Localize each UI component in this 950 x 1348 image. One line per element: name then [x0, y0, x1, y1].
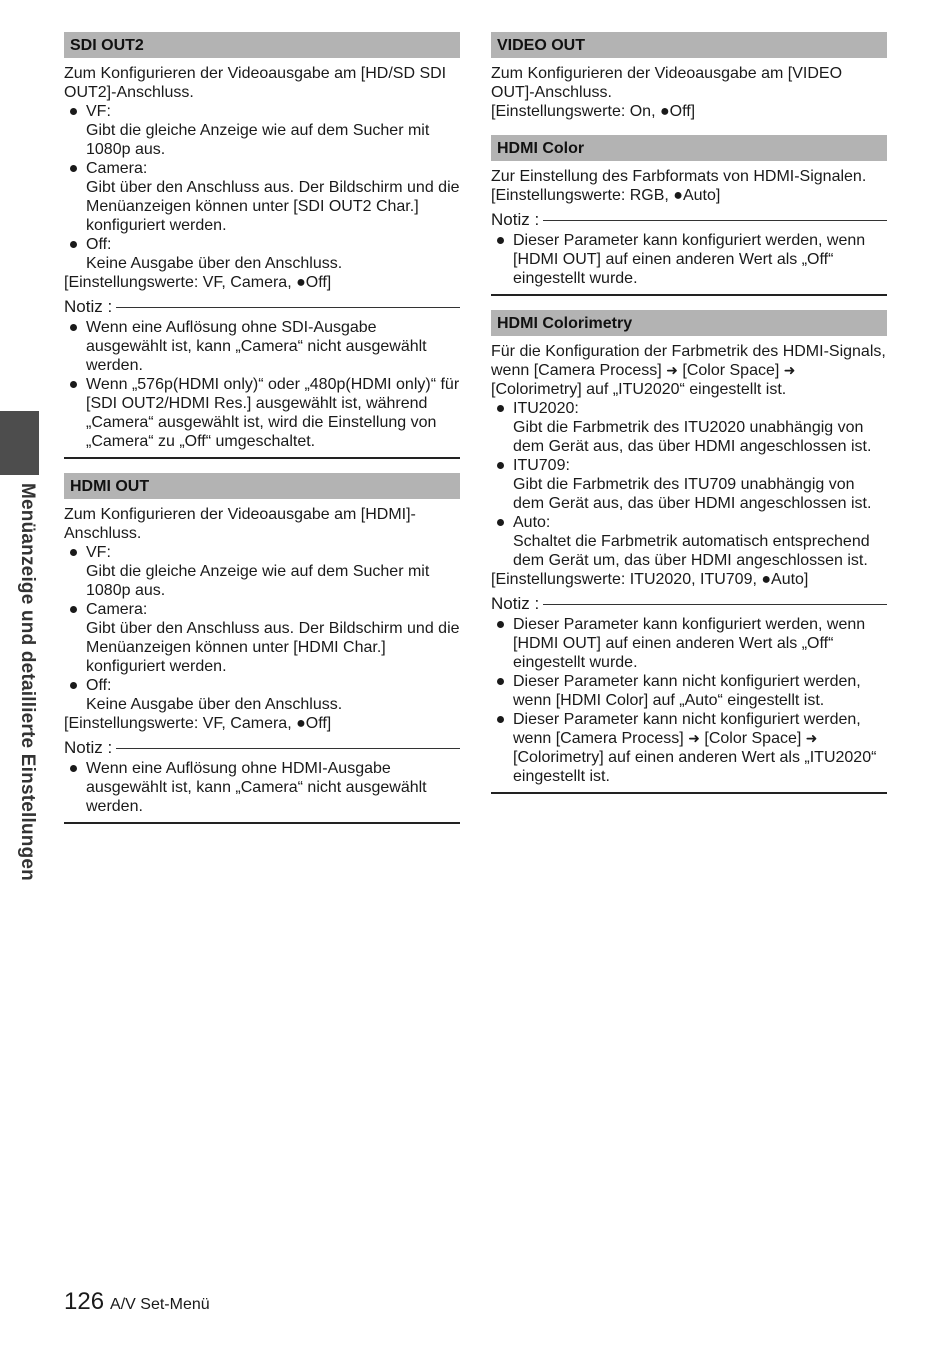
section-title: HDMI Colorimetry — [491, 310, 887, 336]
option-title: Camera: — [86, 601, 148, 618]
note-header — [491, 210, 887, 229]
note-list — [491, 231, 887, 288]
option-list — [64, 102, 460, 273]
note-item — [64, 759, 460, 816]
right-column — [491, 32, 887, 808]
note-item — [491, 615, 887, 672]
option-description: Gibt die gleiche Anzeige wie auf dem Sucher mit 1080p aus. — [86, 563, 430, 599]
option-title: Auto: — [513, 514, 551, 531]
list-item — [64, 235, 460, 273]
bullet-icon — [70, 765, 77, 772]
bullet-icon — [70, 682, 77, 689]
option-title: VF: — [86, 103, 111, 120]
note-label: Notiz : — [491, 210, 540, 229]
option-description: Gibt über den Anschluss aus. Der Bildschirm und die Menüanzeigen können unter [HDMI Char.] konfiguriert werden. — [86, 620, 460, 675]
note-label: Notiz : — [491, 594, 540, 613]
note-item — [491, 231, 887, 288]
section-hdmi-colorimetry — [491, 310, 887, 794]
bullet-icon — [70, 241, 77, 248]
bullet-icon — [497, 716, 504, 723]
bullet-icon — [70, 108, 77, 115]
bullet-icon — [70, 165, 77, 172]
list-item — [491, 399, 887, 456]
bullet-icon — [497, 519, 504, 526]
note-label: Notiz : — [64, 297, 113, 316]
note-header — [64, 738, 460, 757]
setting-values: [Einstellungswerte: VF, Camera, ●Off] — [64, 274, 332, 291]
option-title: Camera: — [86, 160, 148, 177]
option-title: ITU709: — [513, 457, 570, 474]
note-text: Wenn „576p(HDMI only)“ oder „480p(HDMI only)“ für [SDI OUT2/HDMI Res.] ausgewählt ist, während „Camera“ ausgewählt ist, wird die Einstellung von „Camera“ zu „Off“ umgeschaltet. — [86, 376, 460, 450]
section-hdmi-out — [64, 473, 460, 824]
bullet-icon — [497, 678, 504, 685]
bullet-icon — [70, 549, 77, 556]
bullet-icon — [70, 381, 77, 388]
note-text: Dieser Parameter kann konfiguriert werden, wenn [HDMI OUT] auf einen anderen Wert als „Off“ eingestellt wurde. — [513, 616, 866, 671]
option-description: Gibt die Farbmetrik des ITU2020 unabhängig von dem Gerät aus, das über HDMI angeschlossen ist. — [513, 419, 872, 455]
setting-values: [Einstellungswerte: On, ●Off] — [491, 103, 696, 120]
bullet-icon — [70, 324, 77, 331]
section-sdi-out2 — [64, 32, 460, 459]
note-divider — [116, 307, 460, 308]
note-list — [64, 318, 460, 451]
option-title: ITU2020: — [513, 400, 579, 417]
left-column — [64, 32, 460, 838]
chapter-tab-marker — [0, 411, 39, 475]
setting-values: [Einstellungswerte: RGB, ●Auto] — [491, 187, 721, 204]
setting-values: [Einstellungswerte: VF, Camera, ●Off] — [64, 715, 332, 732]
option-description: Schaltet die Farbmetrik automatisch entsprechend dem Gerät um, das über HDMI angeschlossen ist. — [513, 533, 870, 569]
note-label: Notiz : — [64, 738, 113, 757]
option-title: Off: — [86, 236, 112, 253]
list-item — [64, 676, 460, 714]
note-item — [64, 375, 460, 451]
bullet-icon — [497, 462, 504, 469]
list-item — [64, 600, 460, 676]
arrow-right-icon: ➜ — [805, 730, 818, 746]
option-title: VF: — [86, 544, 111, 561]
section-end-divider — [491, 294, 887, 296]
option-description: Keine Ausgabe über den Anschluss. — [86, 696, 343, 713]
bullet-icon — [497, 405, 504, 412]
section-description: Zum Konfigurieren der Videoausgabe am [HDMI]-Anschluss. — [64, 506, 416, 542]
note-text-mid: [Color Space] — [704, 730, 802, 747]
section-description: Zum Konfigurieren der Videoausgabe am [VIDEO OUT]-Anschluss. — [491, 65, 843, 101]
page-number: 126 — [64, 1288, 105, 1315]
note-text-end: [Colorimetry] auf einen anderen Wert als „ITU2020“ eingestellt ist. — [513, 749, 877, 785]
note-divider — [116, 748, 460, 749]
note-text: Wenn eine Auflösung ohne SDI-Ausgabe ausgewählt ist, kann „Camera“ nicht ausgewählt werden. — [86, 319, 427, 374]
section-title: VIDEO OUT — [491, 32, 887, 58]
section-hdmi-color — [491, 135, 887, 296]
section-description — [491, 342, 887, 399]
bullet-icon — [70, 606, 77, 613]
section-end-divider — [491, 792, 887, 794]
note-list — [491, 615, 887, 786]
option-description: Gibt die Farbmetrik des ITU709 unabhängig von dem Gerät aus, das über HDMI angeschlossen ist. — [513, 476, 872, 512]
option-list — [491, 399, 887, 570]
note-text: Dieser Parameter kann nicht konfiguriert werden, wenn [HDMI Color] auf „Auto“ eingestellt ist. — [513, 673, 861, 709]
list-item — [64, 102, 460, 159]
section-title: HDMI OUT — [64, 473, 460, 499]
section-title: HDMI Color — [491, 135, 887, 161]
option-description: Keine Ausgabe über den Anschluss. — [86, 255, 343, 272]
list-item — [64, 159, 460, 235]
section-end-divider — [64, 457, 460, 459]
setting-values: [Einstellungswerte: ITU2020, ITU709, ●Auto] — [491, 571, 809, 588]
note-text-start: Dieser Parameter kann nicht konfiguriert werden, wenn [Camera Process] — [513, 711, 861, 747]
arrow-right-icon: ➜ — [666, 362, 678, 378]
section-description: Zur Einstellung des Farbformats von HDMI-Signalen. — [491, 168, 867, 185]
note-divider — [543, 220, 887, 221]
footer-section-name: A/V Set-Menü — [110, 1296, 210, 1313]
option-title: Off: — [86, 677, 112, 694]
option-list — [64, 543, 460, 714]
bullet-icon — [497, 237, 504, 244]
bullet-icon — [497, 621, 504, 628]
section-video-out — [491, 32, 887, 121]
list-item — [64, 543, 460, 600]
description-end: [Colorimetry] auf „ITU2020“ eingestellt ist. — [491, 381, 787, 398]
list-item — [491, 513, 887, 570]
list-item — [491, 456, 887, 513]
arrow-right-icon: ➜ — [783, 362, 796, 378]
section-title: SDI OUT2 — [64, 32, 460, 58]
note-divider — [543, 604, 887, 605]
note-header — [491, 594, 887, 613]
option-description: Gibt die gleiche Anzeige wie auf dem Sucher mit 1080p aus. — [86, 122, 430, 158]
page-footer — [64, 1288, 210, 1316]
description-start: Für die Konfiguration der Farbmetrik des HDMI-Signals, wenn [Camera Process] — [491, 343, 886, 379]
note-list — [64, 759, 460, 816]
option-description: Gibt über den Anschluss aus. Der Bildschirm und die Menüanzeigen können unter [SDI OUT2 Char.] konfiguriert werden. — [86, 179, 460, 234]
note-header — [64, 297, 460, 316]
note-text: Wenn eine Auflösung ohne HDMI-Ausgabe ausgewählt ist, kann „Camera“ nicht ausgewählt werden. — [86, 760, 427, 815]
description-mid: [Color Space] — [682, 362, 780, 379]
note-item — [491, 672, 887, 710]
note-text: Dieser Parameter kann konfiguriert werden, wenn [HDMI OUT] auf einen anderen Wert als „Off“ eingestellt wurde. — [513, 232, 866, 287]
arrow-right-icon: ➜ — [688, 730, 700, 746]
section-description: Zum Konfigurieren der Videoausgabe am [HD/SD SDI OUT2]-Anschluss. — [64, 65, 447, 101]
note-item — [491, 710, 887, 786]
section-end-divider — [64, 822, 460, 824]
note-item — [64, 318, 460, 375]
chapter-side-label: Menüanzeige und detaillierte Einstellungen — [17, 483, 38, 881]
